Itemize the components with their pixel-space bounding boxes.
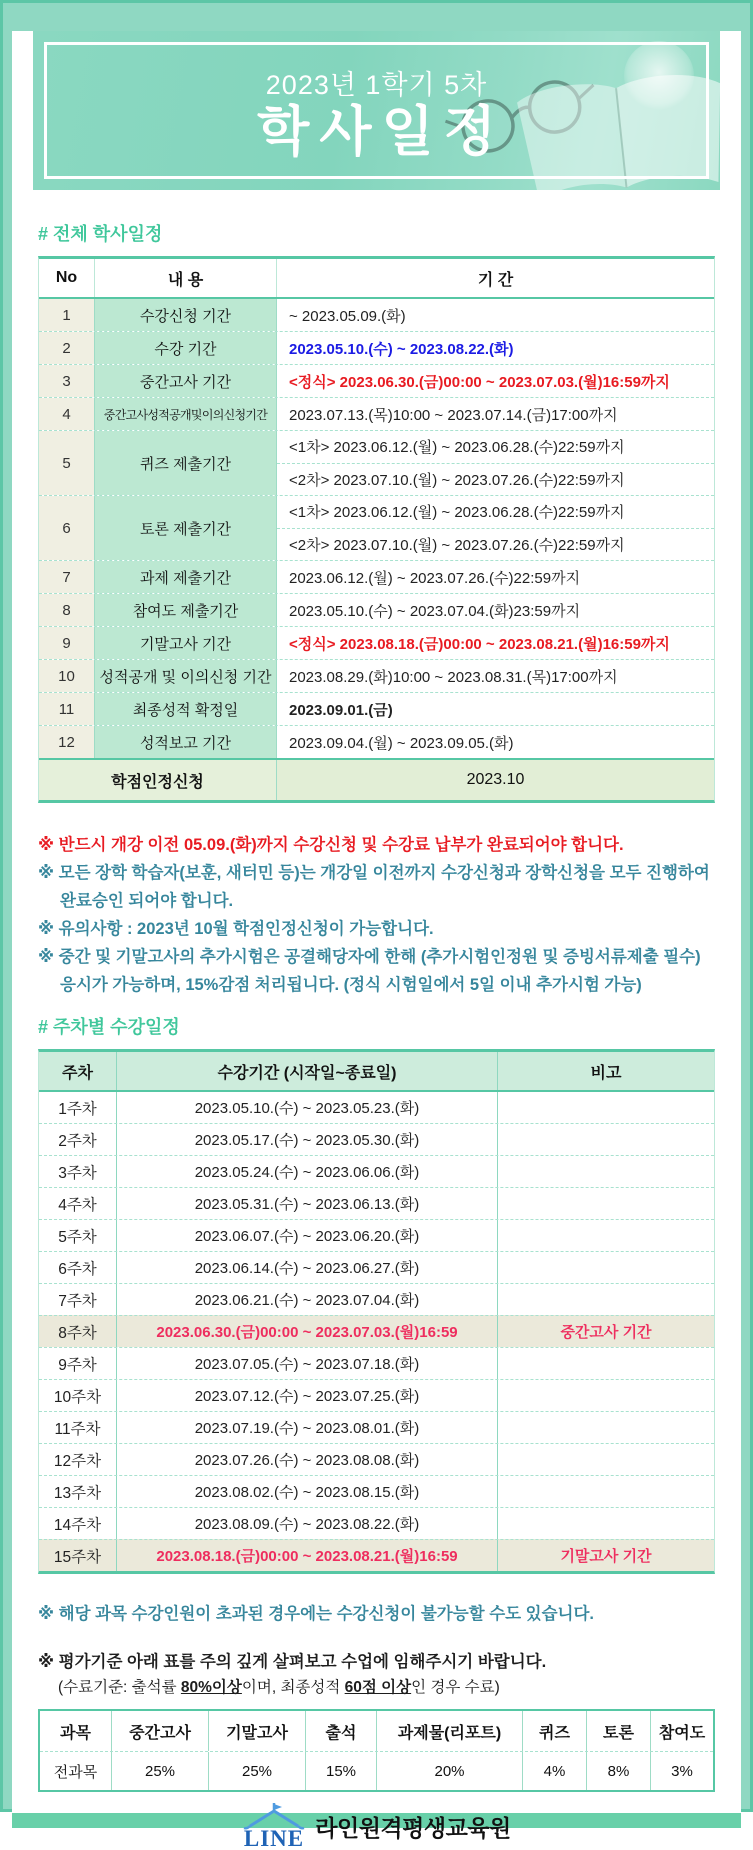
table-row-7 xyxy=(39,560,714,593)
criteria-emphasis: 60점 이상 xyxy=(344,1679,412,1696)
week-cell: 5주차 xyxy=(39,1220,117,1251)
grading-value-cell: 25% xyxy=(112,1752,209,1790)
criteria-text: (수료기준: 출석률 xyxy=(58,1679,181,1696)
week-cell: 8주차 xyxy=(39,1316,117,1347)
period-cell xyxy=(277,431,714,495)
week-note-cell xyxy=(498,1476,714,1507)
week-row-9 xyxy=(39,1347,714,1379)
week-note-cell xyxy=(498,1444,714,1475)
banner-text xyxy=(33,31,720,190)
credit-recognition-label: 학점인정신청 xyxy=(39,760,277,800)
no-cell: 1 xyxy=(39,299,95,331)
page-title: 학사일정 xyxy=(257,101,506,162)
criteria-text: 인 경우 수료) xyxy=(411,1679,500,1696)
week-note-cell xyxy=(498,1188,714,1219)
grading-header-cell: 퀴즈 xyxy=(523,1711,587,1751)
period-sub-row: <1차> 2023.06.12.(월) ~ 2023.06.28.(수)22:59까지 xyxy=(289,439,625,457)
grading-value-cell: 20% xyxy=(377,1752,523,1790)
content-cell: 수강신청 기간 xyxy=(95,299,277,331)
grading-note: ※ 평가기준 아래 표를 주의 깊게 살펴보고 수업에 임해주시기 바랍니다. xyxy=(38,1653,547,1671)
grading-header-cell: 중간고사 xyxy=(112,1711,209,1751)
content-cell: 최종성적 확정일 xyxy=(95,693,277,725)
no-cell: 4 xyxy=(39,398,95,430)
credit-recognition-row xyxy=(39,758,714,800)
note-line: 완료승인 되어야 합니다. xyxy=(60,892,234,910)
overall-schedule-heading: # 전체 학사일정 xyxy=(38,224,163,244)
week-note-cell xyxy=(498,1284,714,1315)
period-cell: ~ 2023.05.09.(화) xyxy=(289,307,406,325)
grading-header-cell: 토론 xyxy=(587,1711,651,1751)
capacity-note: ※ 해당 과목 수강인원이 초과된 경우에는 수강신청이 불가능할 수도 있습니다. xyxy=(38,1605,594,1623)
table-row-2 xyxy=(39,331,714,364)
grading-header-cell: 과목 xyxy=(40,1711,112,1751)
institution-name: 라인원격평생교육원 xyxy=(315,1814,511,1841)
week-period-cell: 2023.08.09.(수) ~ 2023.08.22.(화) xyxy=(117,1508,498,1539)
table-row-5 xyxy=(39,430,714,495)
content-cell: 중간고사성적공개및이의신청기간 xyxy=(95,398,277,430)
week-cell: 2주차 xyxy=(39,1124,117,1155)
grading-header-cell: 과제물(리포트) xyxy=(377,1711,523,1751)
content-cell: 성적공개 및 이의신청 기간 xyxy=(95,660,277,692)
content-cell: 성적보고 기간 xyxy=(95,726,277,758)
table-row-12 xyxy=(39,725,714,758)
week-cell: 11주차 xyxy=(39,1412,117,1443)
week-row-14 xyxy=(39,1507,714,1539)
week-period-cell: 2023.07.12.(수) ~ 2023.07.25.(화) xyxy=(117,1380,498,1411)
week-note-cell xyxy=(498,1252,714,1283)
week-cell: 7주차 xyxy=(39,1284,117,1315)
table-row-3 xyxy=(39,364,714,397)
week-note-cell xyxy=(498,1380,714,1411)
grading-value-cell: 15% xyxy=(306,1752,377,1790)
period-sub-row: <1차> 2023.06.12.(월) ~ 2023.06.28.(수)22:59까지 xyxy=(289,504,625,522)
no-cell: 12 xyxy=(39,726,95,758)
overall-header-cell: 내 용 xyxy=(95,259,277,297)
week-period-cell: 2023.05.10.(수) ~ 2023.05.23.(화) xyxy=(117,1092,498,1123)
overall-schedule-table xyxy=(38,256,715,803)
note-line: ※ 반드시 개강 이전 05.09.(화)까지 수강신청 및 수강료 납부가 완료되어야 합니다. xyxy=(38,836,624,854)
grading-criteria-note xyxy=(38,1675,715,1697)
week-row-8 xyxy=(39,1315,714,1347)
no-cell: 2 xyxy=(39,332,95,364)
grading-value-cell: 8% xyxy=(587,1752,651,1790)
week-period-cell: 2023.06.30.(금)00:00 ~ 2023.07.03.(월)16:59 xyxy=(117,1316,498,1347)
week-period-cell: 2023.06.21.(수) ~ 2023.07.04.(화) xyxy=(117,1284,498,1315)
week-period-cell: 2023.08.02.(수) ~ 2023.08.15.(화) xyxy=(117,1476,498,1507)
line-logo-icon xyxy=(242,1802,306,1850)
content-cell: 중간고사 기간 xyxy=(95,365,277,397)
week-note-cell xyxy=(498,1220,714,1251)
weekly-schedule-heading: # 주차별 수강일정 xyxy=(38,1017,180,1037)
week-period-cell: 2023.07.19.(수) ~ 2023.08.01.(화) xyxy=(117,1412,498,1443)
table-row-11 xyxy=(39,692,714,725)
logo-mark-text: LINE xyxy=(244,1826,305,1850)
main-content xyxy=(12,220,741,1850)
week-cell: 3주차 xyxy=(39,1156,117,1187)
period-cell: 2023.09.01.(금) xyxy=(289,701,393,719)
grading-table-header-row xyxy=(40,1711,713,1752)
week-row-7 xyxy=(39,1283,714,1315)
week-row-6 xyxy=(39,1251,714,1283)
credit-recognition-value: 2023.10 xyxy=(277,760,714,800)
period-cell: <정식> 2023.06.30.(금)00:00 ~ 2023.07.03.(월)16:59까지 xyxy=(289,373,670,391)
grading-value-cell: 4% xyxy=(523,1752,587,1790)
week-cell: 6주차 xyxy=(39,1252,117,1283)
footer-logo xyxy=(38,1802,715,1850)
note-line: ※ 유의사항 : 2023년 10월 학점인정신청이 가능합니다. xyxy=(38,920,434,938)
week-row-4 xyxy=(39,1187,714,1219)
week-note-cell xyxy=(498,1508,714,1539)
week-period-cell: 2023.08.18.(금)00:00 ~ 2023.08.21.(월)16:59 xyxy=(117,1540,498,1571)
table-row-4 xyxy=(39,397,714,430)
no-cell: 3 xyxy=(39,365,95,397)
content-cell: 토론 제출기간 xyxy=(95,496,277,560)
week-row-3 xyxy=(39,1155,714,1187)
period-cell: 2023.08.29.(화)10:00 ~ 2023.08.31.(목)17:00까지 xyxy=(289,668,618,686)
criteria-text: 이며, 최종성적 xyxy=(241,1679,345,1696)
notes-list xyxy=(38,831,715,999)
content-cell: 퀴즈 제출기간 xyxy=(95,431,277,495)
week-cell: 15주차 xyxy=(39,1540,117,1571)
week-period-cell: 2023.07.26.(수) ~ 2023.08.08.(화) xyxy=(117,1444,498,1475)
week-row-5 xyxy=(39,1219,714,1251)
criteria-emphasis: 80%이상 xyxy=(180,1679,242,1696)
no-cell: 6 xyxy=(39,496,95,560)
overall-header-cell: No xyxy=(39,259,95,297)
week-note-cell xyxy=(498,1092,714,1123)
week-row-13 xyxy=(39,1475,714,1507)
schedule-poster xyxy=(12,31,741,1850)
week-cell: 13주차 xyxy=(39,1476,117,1507)
week-cell: 10주차 xyxy=(39,1380,117,1411)
overall-header-cell: 기 간 xyxy=(477,271,514,289)
period-cell: 2023.05.10.(수) ~ 2023.07.04.(화)23:59까지 xyxy=(289,602,581,620)
week-cell: 1주차 xyxy=(39,1092,117,1123)
period-cell: 2023.06.12.(월) ~ 2023.07.26.(수)22:59까지 xyxy=(289,569,581,587)
period-cell: <정식> 2023.08.18.(금)00:00 ~ 2023.08.21.(월)16:59까지 xyxy=(289,635,670,653)
banner-subtitle: 2023년 1학기 5차 xyxy=(265,69,488,100)
grading-values-row xyxy=(40,1752,713,1790)
no-cell: 5 xyxy=(39,431,95,495)
grading-header-cell: 참여도 xyxy=(658,1724,706,1742)
grading-weights-table xyxy=(38,1709,715,1792)
weekly-schedule-table xyxy=(38,1049,715,1574)
table-row-9 xyxy=(39,626,714,659)
table-row-1 xyxy=(39,299,714,331)
weekly-header-cell: 비고 xyxy=(590,1064,622,1082)
no-cell: 11 xyxy=(39,693,95,725)
period-cell: 2023.09.04.(월) ~ 2023.09.05.(화) xyxy=(289,734,514,752)
grading-header-cell: 출석 xyxy=(306,1711,377,1751)
content-cell: 수강 기간 xyxy=(95,332,277,364)
weekly-header-cell: 수강기간 (시작일~종료일) xyxy=(117,1052,498,1090)
week-cell: 12주차 xyxy=(39,1444,117,1475)
content-cell: 과제 제출기간 xyxy=(95,561,277,593)
week-period-cell: 2023.05.17.(수) ~ 2023.05.30.(화) xyxy=(117,1124,498,1155)
content-cell: 참여도 제출기간 xyxy=(95,594,277,626)
grading-value-cell: 25% xyxy=(209,1752,306,1790)
weekly-header-cell: 주차 xyxy=(39,1052,117,1090)
grading-value-cell: 3% xyxy=(671,1762,693,1780)
week-period-cell: 2023.06.07.(수) ~ 2023.06.20.(화) xyxy=(117,1220,498,1251)
week-row-10 xyxy=(39,1379,714,1411)
no-cell: 10 xyxy=(39,660,95,692)
week-note-cell xyxy=(498,1412,714,1443)
week-row-1 xyxy=(39,1092,714,1123)
week-row-12 xyxy=(39,1443,714,1475)
banner xyxy=(33,31,720,190)
table-row-10 xyxy=(39,659,714,692)
week-note-cell xyxy=(498,1156,714,1187)
week-note-cell xyxy=(498,1348,714,1379)
period-sub-row: <2차> 2023.07.10.(월) ~ 2023.07.26.(수)22:59까지 xyxy=(277,463,714,496)
no-cell: 7 xyxy=(39,561,95,593)
note-line: ※ 중간 및 기말고사의 추가시험은 공결해당자에 한해 (추가시험인정원 및 증빙서류제출 필수) xyxy=(38,948,701,966)
week-period-cell: 2023.05.31.(수) ~ 2023.06.13.(화) xyxy=(117,1188,498,1219)
period-cell: 2023.05.10.(수) ~ 2023.08.22.(화) xyxy=(289,340,514,358)
week-note-cell: 중간고사 기간 xyxy=(560,1324,652,1341)
period-sub-row: <2차> 2023.07.10.(월) ~ 2023.07.26.(수)22:59까지 xyxy=(277,528,714,561)
content-cell: 기말고사 기간 xyxy=(95,627,277,659)
page-frame-inner xyxy=(3,3,750,1850)
week-period-cell: 2023.07.05.(수) ~ 2023.07.18.(화) xyxy=(117,1348,498,1379)
table-row-6 xyxy=(39,495,714,560)
weekly-table-header-row xyxy=(39,1052,714,1092)
period-cell xyxy=(277,496,714,560)
week-cell: 9주차 xyxy=(39,1348,117,1379)
week-cell: 4주차 xyxy=(39,1188,117,1219)
note-line: 응시가 가능하며, 15%감점 처리됩니다. (정식 시험일에서 5일 이내 추가시험 가능) xyxy=(60,976,642,994)
overall-table-header-row xyxy=(39,259,714,299)
week-row-15 xyxy=(39,1539,714,1571)
week-row-11 xyxy=(39,1411,714,1443)
week-period-cell: 2023.05.24.(수) ~ 2023.06.06.(화) xyxy=(117,1156,498,1187)
period-cell: 2023.07.13.(목)10:00 ~ 2023.07.14.(금)17:00까지 xyxy=(289,406,618,424)
week-note-cell xyxy=(498,1124,714,1155)
no-cell: 8 xyxy=(39,594,95,626)
week-cell: 14주차 xyxy=(39,1508,117,1539)
table-row-8 xyxy=(39,593,714,626)
no-cell: 9 xyxy=(39,627,95,659)
week-note-cell: 기말고사 기간 xyxy=(560,1548,652,1565)
week-row-2 xyxy=(39,1123,714,1155)
grading-value-cell: 전과목 xyxy=(40,1752,112,1790)
note-line: ※ 모든 장학 학습자(보훈, 새터민 등)는 개강일 이전까지 수강신청과 장학신청을 모두 진행하여 xyxy=(38,864,710,882)
week-period-cell: 2023.06.14.(수) ~ 2023.06.27.(화) xyxy=(117,1252,498,1283)
grading-header-cell: 기말고사 xyxy=(209,1711,306,1751)
